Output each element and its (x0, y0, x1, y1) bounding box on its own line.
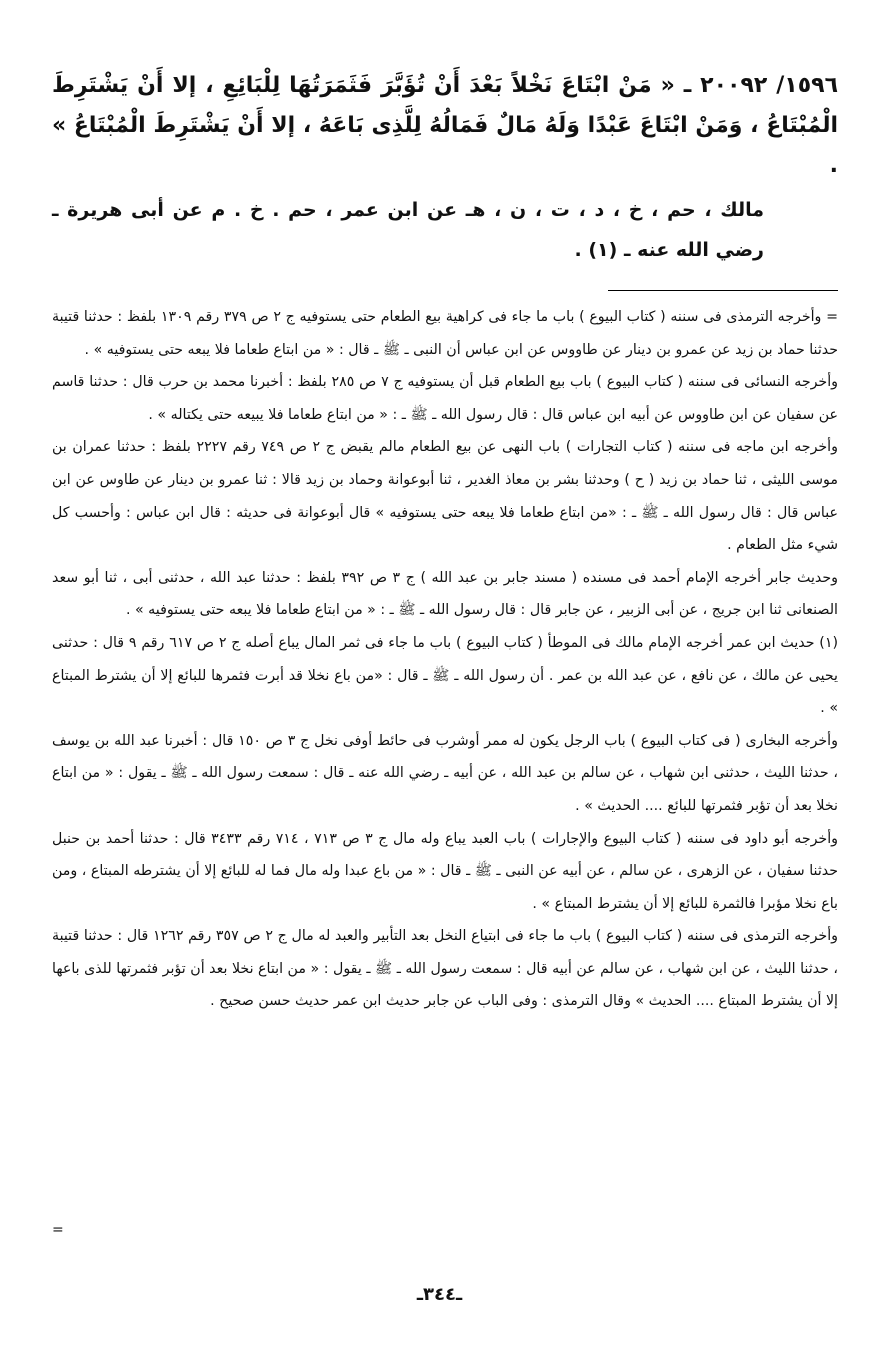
footnote-paragraph: وأخرجه البخارى ( فى كتاب البيوع ) باب الرجل يكون له ممر أوشرب فى حائط أوفى نخل ج ٣ ص ١٥٠ قال : أخبرنا عبد الله بن يوسف ، حدثنا الليث ، حدثنى ابن شهاب ، عن سالم بن عبد الله ، عن أبيه ـ رضي الله عنه ـ قال : سمعت رسول الله ـ ﷺ ـ يقول : « من ابتاع نخلا بعد أن تؤبر فثمرتها للبائع .... الحديث » . (52, 732, 838, 814)
footnotes (52, 301, 838, 1018)
footnote-paragraph: وأخرجه النسائى فى سننه ( كتاب البيوع ) باب بيع الطعام قبل أن يستوفيه ج ٧ ص ٢٨٥ بلفظ : أخبرنا محمد بن حرب قال : حدثنا قاسم عن سفيان عن ابن طاووس عن أبيه ابن عباس قال : قال رسول الله ـ ﷺ ـ : « من ابتاع طعاما فلا يبيعه حتى يكتاله » . (52, 374, 838, 423)
page-number: ـ٣٤٤ـ (416, 1284, 463, 1305)
footnote-paragraph: (١) حديث ابن عمر أخرجه الإمام مالك فى الموطأ ( كتاب البيوع ) باب ما جاء فى ثمر المال يباع أصله ج ٢ ص ٦١٧ رقم ٩ قال : حدثنى يحيى عن مالك ، عن نافع ، عن عبد الله بن عمر . أن رسول الله ـ ﷺ ـ قال : «من باع نخلا قد أبرت فثمرها للبائع إلا أن يشترط المبتاع » . (52, 634, 838, 717)
footnote-paragraph: وحديث جابر أخرجه الإمام أحمد فى مسنده ( مسند جابر بن عبد الله ) ج ٣ ص ٣٩٢ بلفظ : حدثنا عبد الله ، حدثنى أبى ، ثنا أبو سعد الصنعانى ثنا ابن جريج ، عن أبى الزبير ، عن جابر قال : قال رسول الله ـ ﷺ ـ : « من ابتاع طعاما فلا يبعه حتى يستوفيه » . (52, 569, 838, 619)
footnote-paragraph: = وأخرجه الترمذى فى سننه ( كتاب البيوع ) باب ما جاء فى كراهية بيع الطعام حتى يستوفيه ج ٢ ص ٣٧٩ رقم ١٣٠٩ بلفظ : حدثنا قتيبة حدثنا حماد بن زيد عن عمرو بن دينار عن طاووس عن ابن عباس أن النبى ـ ﷺ ـ قال : « من ابتاع طعاما فلا يبعه حتى يستوفيه » . (52, 309, 838, 358)
page-body (52, 66, 838, 1018)
footnote-paragraph: وأخرجه ابن ماجه فى سننه ( كتاب التجارات ) باب النهى عن بيع الطعام مالم يقبض ج ٢ ص ٧٤٩ رقم ٢٢٢٧ بلفظ : حدثنا عمران بن موسى الليثى ، ثنا حماد بن زيد ( ح ) وحدثنا بشر بن معاذ الغدير ، ثنا أبوعوانة وحماد بن زيد قالا : ثنا عمرو بن دينار عن طاوس عن ابن عباس قال : قال رسول الله ـ ﷺ ـ : «من ابتاع طعاما فلا يبعه حتى يستوفيه » قال أبوعوانة فى حديثه : قال ابن عباس : وأحسب كل شيء مثل الطعام . (52, 439, 838, 554)
continuation-mark: = (52, 1222, 64, 1238)
footnote-paragraph: وأخرجه الترمذى فى سننه ( كتاب البيوع ) باب ما جاء فى ابتياع النخل بعد التأبير والعبد له مال ج ٢ ص ٣٥٧ رقم ١٢٦٢ قال : حدثنا قتيبة ، حدثنا الليث ، عن ابن شهاب ، عن سالم عن أبيه قال : سمعت رسول الله ـ ﷺ ـ يقول : « من ابتاع نخلا بعد أن تؤبر فثمرتها للذى باعها إلا أن يشترط المبتاع .... الحديث » وقال الترمذى : وفى الباب عن جابر حديث ابن عمر حديث حسن صحيح . (52, 928, 838, 1010)
hadith-sources: مالك ، حم ، خ ، د ، ت ، ن ، هـ عن ابن عمر ، حم . خ . م عن أبى هريرة ـ رضي الله عنه ـ (١) . (52, 199, 764, 261)
footnote-paragraph: وأخرجه أبو داود فى سننه ( كتاب البيوع والإجارات ) باب العبد يباع وله مال ج ٣ ص ٧١٣ ، ٧١٤ رقم ٣٤٣٣ قال : حدثنا أحمد بن حنبل حدثنا سفيان ، عن الزهرى ، عن سالم ، عن أبيه عن النبى ـ ﷺ ـ قال : « من باع عبدا وله مال فما له للبائع إلا أن يشترطه المبتاع ، ومن باع نخلا مؤبرا فالثمرة للبائع إلا أن يشترط المبتاع » . (52, 830, 838, 912)
hadith-text: ١٥٩٦/ ٢٠٠٩٢ ـ « مَنْ ابْتَاعَ نَخْلاً بَعْدَ أَنْ تُؤَبَّرَ فَثَمَرَتُهَا لِلْبَائِعِ ، إلا أَنْ يَشْتَرِطَ الْمُبْتَاعُ ، وَمَنْ ابْتَاعَ عَبْدًا وَلَهُ مَالٌ فَمَالُهُ لِلَّذِى بَاعَهُ ، إلا أَنْ يَشْتَرِطَ الْمُبْتَاعُ » . (52, 73, 838, 178)
footnote-separator (608, 290, 838, 291)
